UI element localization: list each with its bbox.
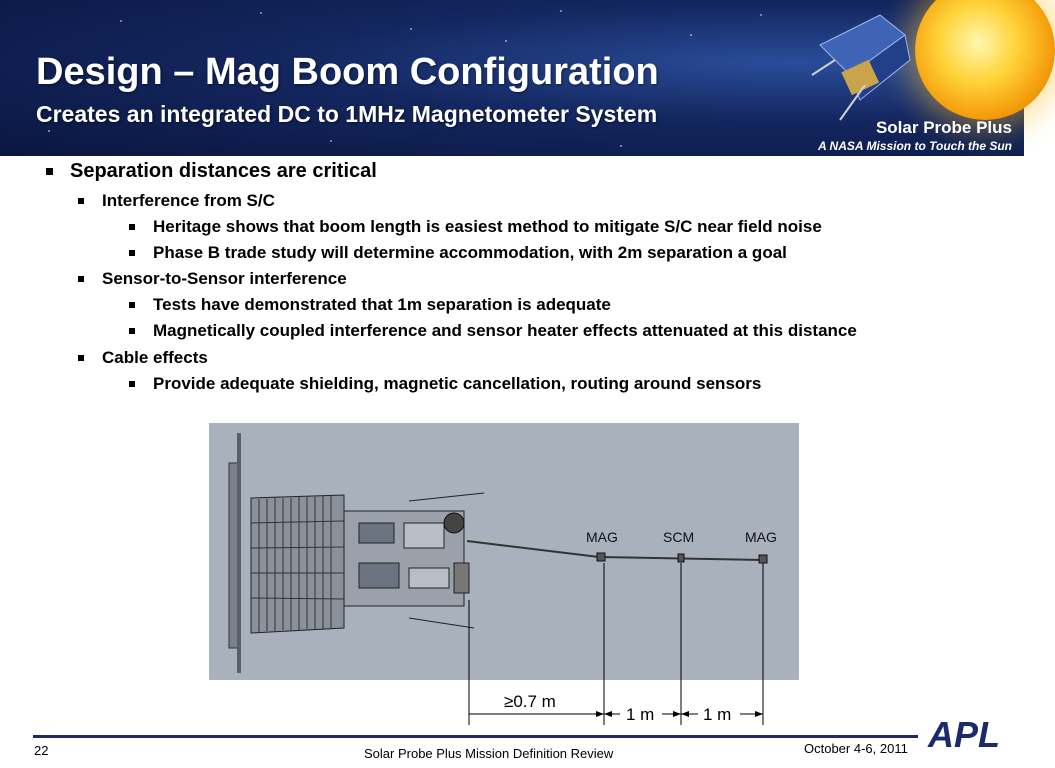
spacecraft-boom-figure — [209, 423, 799, 680]
page-subtitle: Creates an integrated DC to 1MHz Magnetometer System — [36, 101, 658, 127]
scm-sensor — [678, 554, 684, 562]
page-title: Design – Mag Boom Configuration — [36, 51, 659, 93]
bullet-text: Heritage shows that boom length is easiest method to mitigate S/C near field noise — [153, 217, 822, 236]
bullet-item — [153, 321, 857, 341]
bullet-item — [102, 348, 208, 368]
mag-sensor-inboard — [597, 553, 605, 561]
bullet-text: Sensor-to-Sensor interference — [102, 269, 347, 288]
brand-tagline: A NASA Mission to Touch the Sun — [818, 139, 1012, 153]
bullet-item — [153, 217, 822, 237]
brand-name: Solar Probe Plus — [875, 118, 1012, 137]
dimension-label-scm-to-mag: 1 m — [703, 705, 732, 724]
bullet-square-icon — [78, 198, 84, 204]
bullet-square-icon — [78, 355, 84, 361]
spacecraft-image — [810, 5, 920, 125]
spacecraft-drawing — [209, 423, 799, 680]
footer-rule — [33, 735, 918, 738]
bullet-item — [153, 374, 761, 394]
bullet-item — [102, 191, 275, 211]
bullet-square-icon — [129, 302, 135, 308]
mag-sensor-outboard — [759, 555, 767, 563]
bullet-text: Magnetically coupled interference and sensor heater effects attenuated at this distance — [153, 321, 857, 340]
bullet-square-icon — [129, 328, 135, 334]
bullet-square-icon — [46, 168, 53, 175]
bullet-text: Phase B trade study will determine accommodation, with 2m separation a goal — [153, 243, 787, 262]
bullet-square-icon — [129, 224, 135, 230]
bullet-item — [102, 269, 347, 289]
footer-date: October 4-6, 2011 — [804, 741, 908, 756]
sensor-label-scm: SCM — [663, 529, 695, 545]
sun-image — [915, 0, 1055, 120]
svg-text:APL: APL — [928, 714, 1000, 755]
dimension-label-mag-to-scm: 1 m — [626, 705, 655, 724]
bullet-text: Cable effects — [102, 348, 208, 367]
page-number: 22 — [34, 743, 49, 758]
bullet-square-icon — [129, 381, 135, 387]
mission-brand — [818, 118, 1012, 154]
bullet-item — [153, 295, 611, 315]
bullet-text: Separation distances are critical — [70, 160, 377, 182]
footer-title: Solar Probe Plus Mission Definition Review — [364, 746, 614, 761]
dimension-label-boom-offset: ≥0.7 m — [504, 692, 556, 711]
bullet-square-icon — [129, 250, 135, 256]
bullet-square-icon — [78, 276, 84, 282]
sensor-label-mag-outboard: MAG — [745, 529, 777, 545]
sensor-label-mag-inboard: MAG — [586, 529, 618, 545]
header-banner — [0, 0, 1024, 156]
bullet-item — [70, 160, 377, 183]
bullet-text: Interference from S/C — [102, 191, 275, 210]
bullet-item — [153, 243, 787, 263]
bullet-text: Provide adequate shielding, magnetic cancellation, routing around sensors — [153, 374, 762, 393]
bullet-text: Tests have demonstrated that 1m separation is adequate — [153, 295, 611, 314]
apl-logo — [926, 713, 1000, 755]
